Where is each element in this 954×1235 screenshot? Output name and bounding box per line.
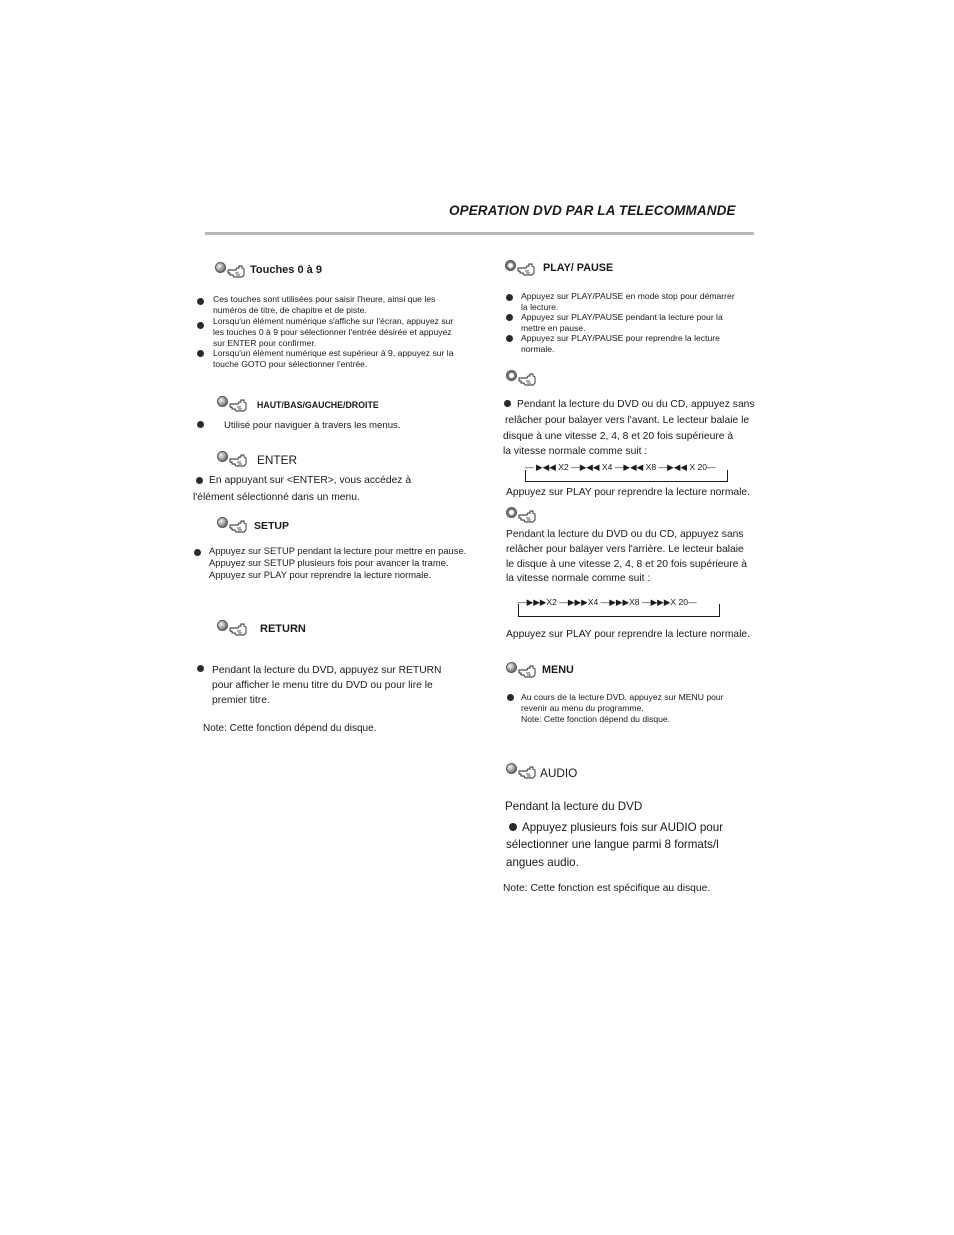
pointing-hand-icon (229, 454, 247, 467)
pointing-hand-icon (227, 265, 245, 278)
bullet-icon (509, 823, 517, 831)
pointing-hand-icon (229, 399, 247, 412)
play-text-3: Appuyez sur PLAY/PAUSE pour reprendre la lecture normale. (521, 333, 720, 354)
bullet-icon (507, 694, 514, 701)
touches-text-3: Lorsqu'un élément numérique est supérieur à 9, appuyez sur la touche GOTO pour sélectionner l'entrée. (213, 348, 454, 369)
speed-x4: X4 (601, 462, 613, 472)
section-forward-header (506, 509, 566, 527)
bullet-icon (506, 294, 513, 301)
ball-icon (217, 517, 228, 528)
speed-x8: X8 (629, 597, 640, 607)
ball-icon (215, 262, 226, 273)
section-title: SETUP (254, 520, 290, 532)
section-return-header (217, 622, 417, 640)
section-setup-header (217, 519, 417, 537)
menu-text: Au cours de la lecture DVD, appuyez sur MENU pour revenir au menu du programme. Note: Cette fonction dépend du disque. (521, 692, 724, 724)
bullet-icon (197, 350, 204, 357)
bullet-icon (197, 421, 204, 428)
forward-after-text: Appuyez sur PLAY pour reprendre la lecture normale. (506, 629, 751, 640)
audio-note: Note: Cette fonction est spécifique au disque. (503, 883, 711, 894)
audio-text-2: sélectionner une langue parmi 8 formats/l (506, 838, 719, 851)
audio-text-1: Appuyez plusieurs fois sur AUDIO pour (522, 821, 724, 834)
pointing-hand-icon (518, 373, 536, 386)
section-menu-header (506, 664, 706, 682)
bullet-icon (506, 314, 513, 321)
ball-icon (217, 396, 228, 407)
ball-icon (506, 662, 517, 673)
rewind-speed-diagram: — ▶◀◀ X2 —▶◀◀ X4 —▶◀◀ X8 —▶◀◀ X 20— (525, 462, 716, 472)
speed-x2: X2 (546, 597, 557, 607)
forward-text-4: la vitesse normale comme suit : (506, 573, 651, 584)
rewind-text-3: disque à une vitesse 2, 4, 8 et 20 fois supérieure à (503, 431, 734, 442)
pointing-hand-icon (229, 623, 247, 636)
ball-icon (505, 260, 516, 271)
setup-text: Appuyez sur SETUP pendant la lecture pour mettre en pause. Appuyez sur SETUP plusieurs fois pour avancer la trame. Appuyez sur PLAY pour reprendre la lecture normale. (209, 545, 467, 580)
rewind-text-1: Pendant la lecture du DVD ou du CD, appuyez sans (517, 399, 755, 410)
bullet-icon (506, 335, 513, 342)
bullet-icon (197, 665, 204, 672)
section-enter-header (217, 453, 417, 471)
ball-icon (506, 763, 517, 774)
audio-text-3: angues audio. (506, 856, 579, 869)
forward-text-3: le disque à une vitesse 2, 4, 8 et 20 fois supérieure à (506, 559, 747, 570)
return-text: Pendant la lecture du DVD, appuyez sur RETURN pour afficher le menu titre du DVD ou pour lire le premier titre. (212, 665, 442, 706)
pointing-hand-icon (518, 665, 536, 678)
pointing-hand-icon (518, 766, 536, 779)
play-text-1: Appuyez sur PLAY/PAUSE en mode stop pour démarrer la lecture. (521, 291, 735, 312)
section-touches-header (215, 264, 415, 282)
pointing-hand-icon (229, 520, 247, 533)
enter-text-2: l'élément sélectionné dans un menu. (193, 492, 360, 503)
section-title: AUDIO (540, 766, 578, 780)
header-divider (205, 232, 754, 235)
speed-x20: X 20 (689, 462, 708, 472)
pointing-hand-icon (518, 510, 536, 523)
bullet-icon (197, 322, 204, 329)
section-audio-header (506, 765, 706, 783)
speed-x8: X8 (645, 462, 657, 472)
bullet-icon (197, 298, 204, 305)
forward-text-2: relâcher pour balayer vers l'arrière. Le lecteur balaie (506, 544, 744, 555)
section-title: RETURN (260, 623, 306, 635)
section-haut-header (217, 398, 417, 416)
speed-x20: X 20 (670, 597, 689, 607)
page-title: OPERATION DVD PAR LA TELECOMMANDE (449, 203, 736, 218)
ball-icon (217, 620, 228, 631)
ball-icon (506, 370, 517, 381)
rewind-text-2: relâcher pour balayer vers l'avant. Le lecteur balaie le (505, 415, 750, 426)
section-title: ENTER (257, 453, 297, 467)
section-play-header (505, 262, 705, 280)
forward-speed-diagram: —▶▶▶X2 —▶▶▶X4 —▶▶▶X8 —▶▶▶X 20— (518, 597, 697, 607)
section-rewind-header (506, 372, 566, 390)
bullet-icon (504, 400, 511, 407)
forward-text-1: Pendant la lecture du DVD ou du CD, appuyez sans (506, 529, 744, 540)
touches-text-2: Lorsqu'un élément numérique s'affiche sur l'écran, appuyez sur les touches 0 à 9 pour sélectionner l'entrée désirée et appuyez sur ENTER pour confirmer. (213, 316, 454, 348)
speed-x4: X4 (587, 597, 599, 607)
ball-icon (217, 451, 228, 462)
section-title: PLAY/ PAUSE (543, 262, 614, 274)
ball-icon (506, 507, 517, 518)
bullet-icon (194, 549, 201, 556)
pointing-hand-icon (517, 263, 535, 276)
return-note: Note: Cette fonction dépend du disque. (203, 723, 377, 734)
haut-text: Utilisé pour naviguer à travers les menus. (224, 420, 401, 431)
audio-intro: Pendant la lecture du DVD (505, 800, 643, 813)
speed-x2: X2 (558, 462, 569, 472)
play-text-2: Appuyez sur PLAY/PAUSE pendant la lecture pour la mettre en pause. (521, 312, 723, 333)
touches-text-1: Ces touches sont utilisées pour saisir l'heure, ainsi que les numéros de titre, de chapitre et de piste. (213, 294, 436, 315)
section-title: MENU (542, 664, 574, 676)
rewind-text-4: la vitesse normale comme suit : (503, 446, 648, 457)
enter-text-1: En appuyant sur <ENTER>, vous accédez à (209, 475, 412, 486)
section-title: HAUT/BAS/GAUCHE/DROITE (257, 400, 379, 410)
rewind-after-text: Appuyez sur PLAY pour reprendre la lecture normale. (506, 487, 751, 498)
bullet-icon (196, 477, 203, 484)
section-title: Touches 0 à 9 (250, 264, 322, 276)
